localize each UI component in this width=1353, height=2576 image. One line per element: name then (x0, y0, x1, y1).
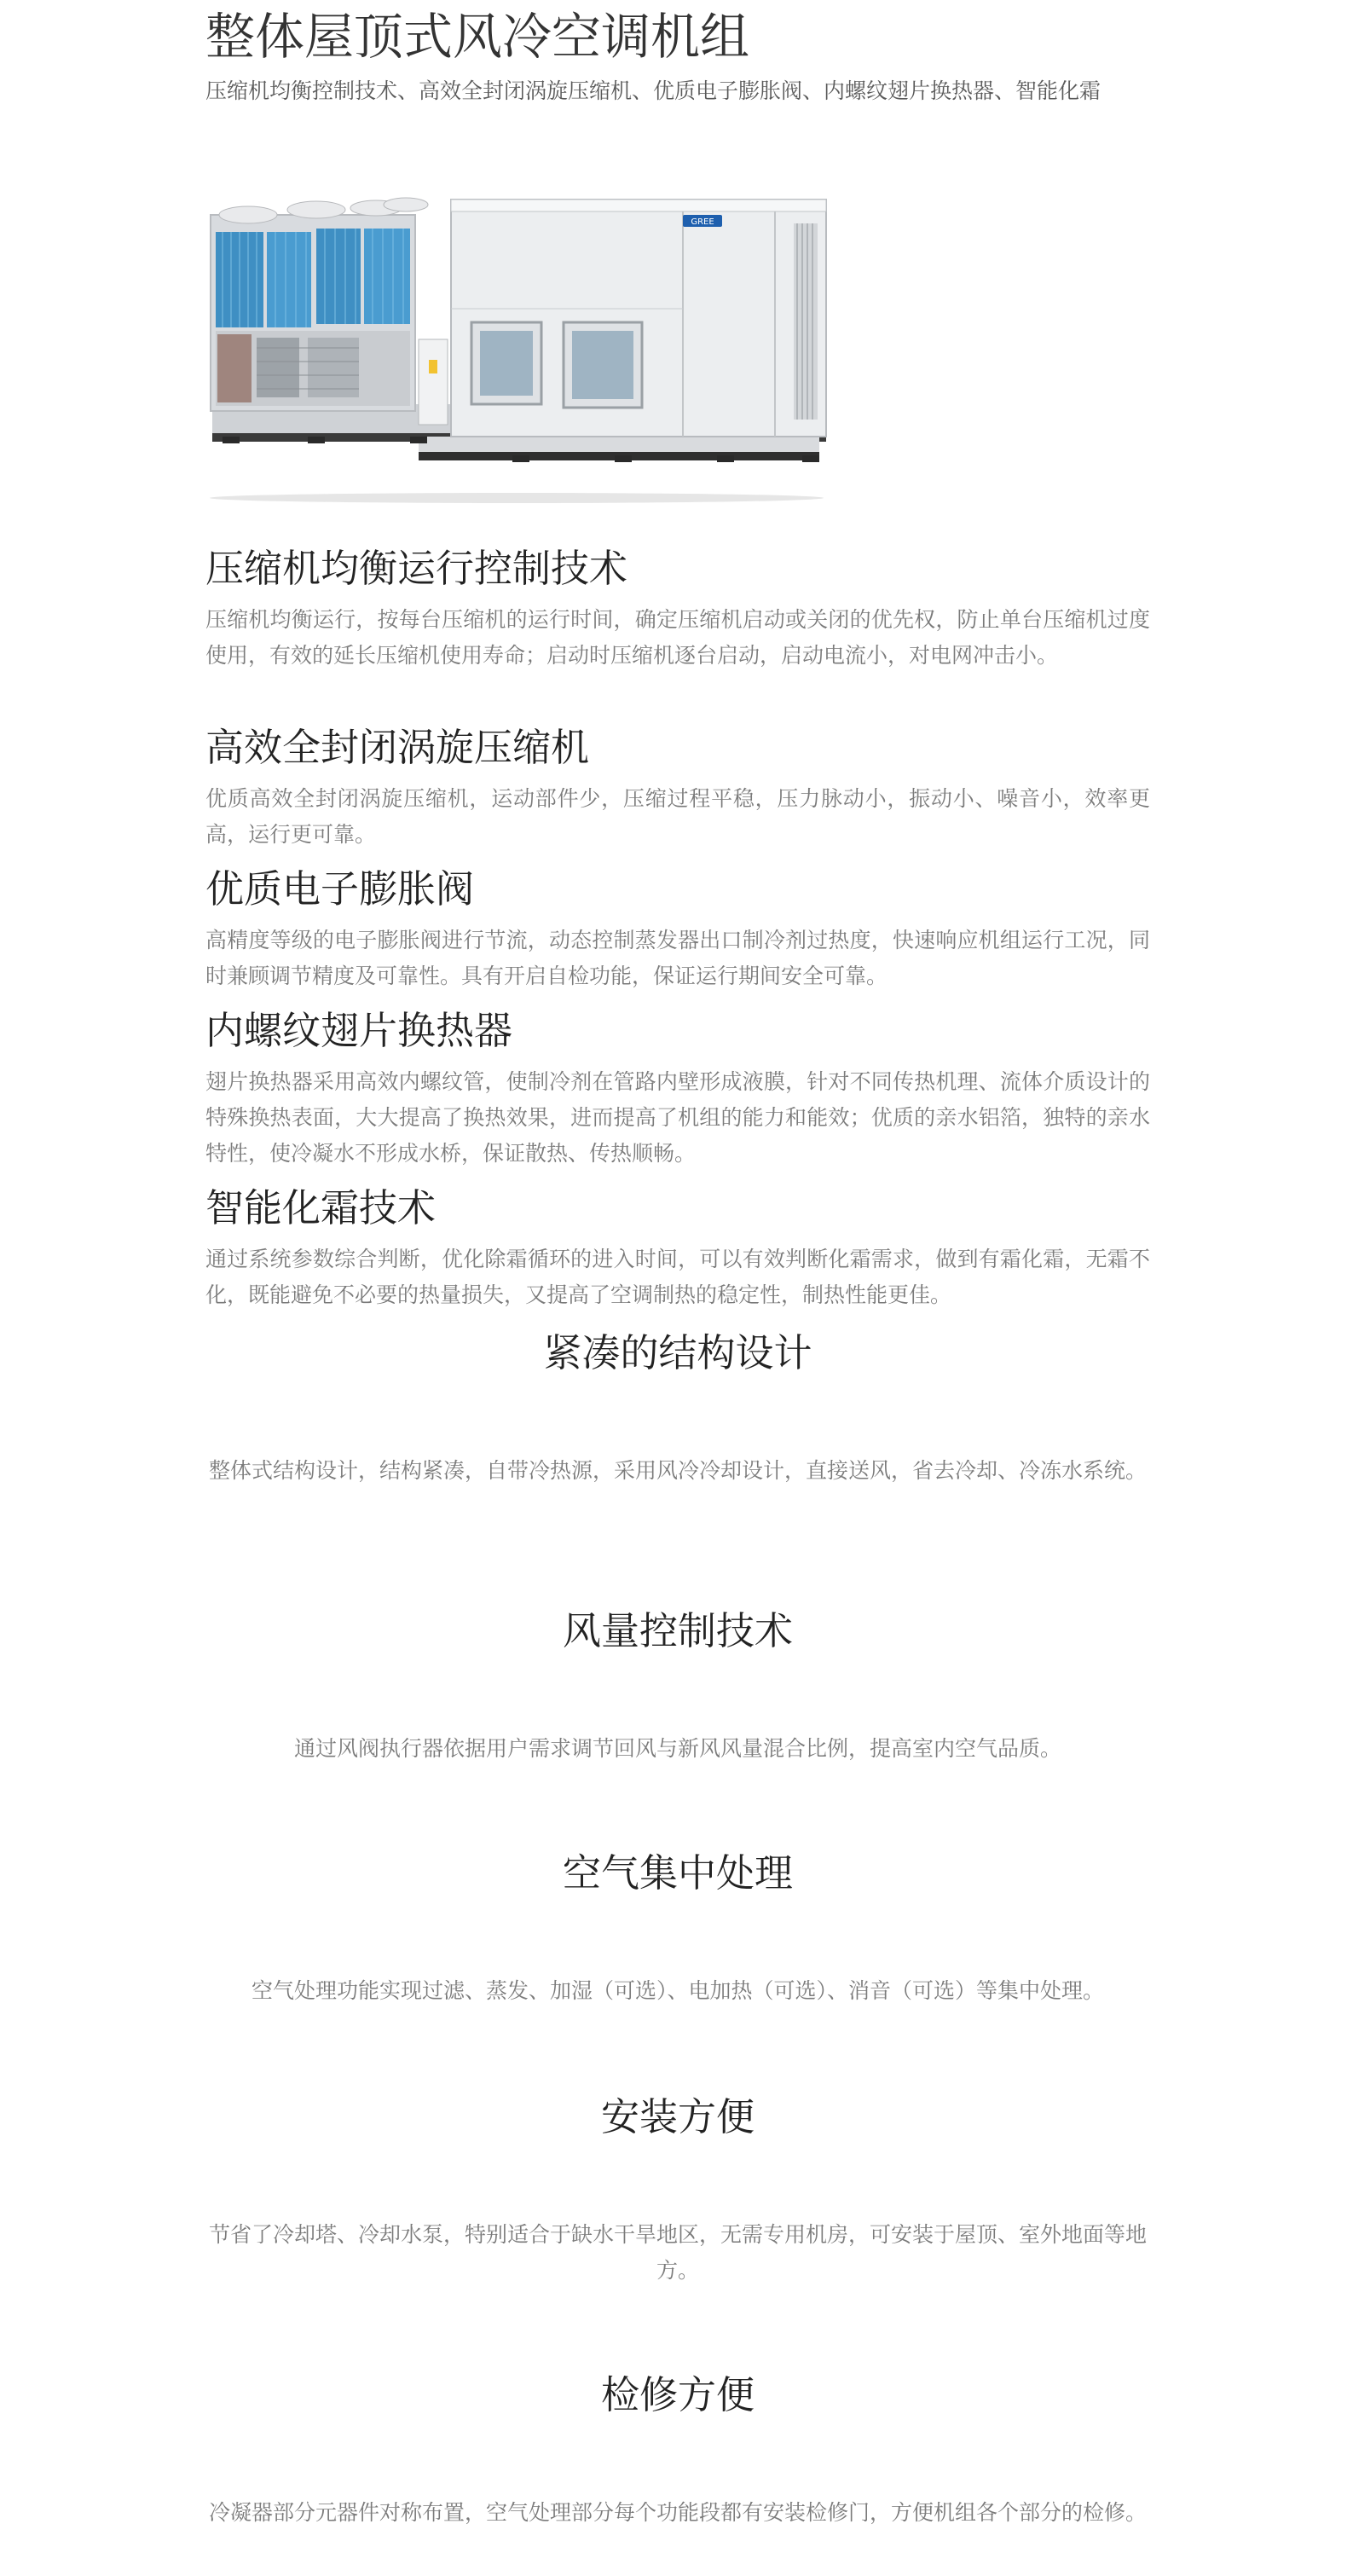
brand-logo: GREE (691, 217, 714, 227)
feature-title: 内螺纹翅片换热器 (205, 1008, 513, 1053)
page-title: 整体屋顶式风冷空调机组 (205, 8, 750, 66)
section-title: 风量控制技术 (562, 1608, 793, 1653)
section-easy-maintenance (205, 2372, 1150, 2525)
section-text: 冷凝器部分元器件对称布置，空气处理部分每个功能段都有安装检修门，方便机组各个部分的检修。 (208, 2500, 1147, 2525)
rooftop-unit-image (205, 181, 828, 505)
feature-compressor-balance (205, 546, 1150, 674)
feature-title: 高效全封闭涡旋压缩机 (205, 725, 590, 770)
feature-heat-exchanger (205, 1008, 1150, 1172)
page-subtitle: 压缩机均衡控制技术、高效全封闭涡旋压缩机、优质电子膨胀阀、内螺纹翅片换热器、智能化霜 (205, 78, 1101, 103)
feature-smart-defrost (205, 1185, 1150, 1313)
section-compact-design (205, 1330, 1150, 1483)
section-text: 节省了冷却塔、冷却水泵，特别适合于缺水干旱地区，无需专用机房，可安装于屋顶、室外地面等地方。 (208, 2222, 1147, 2283)
section-easy-install (205, 2094, 1150, 2283)
feature-title: 压缩机均衡运行控制技术 (205, 546, 628, 591)
feature-text: 高精度等级的电子膨胀阀进行节流，动态控制蒸发器出口制冷剂过热度，快速响应机组运行工况，同时兼顾调节精度及可靠性。具有开启自检功能，保证运行期间安全可靠。 (205, 928, 1150, 988)
section-title: 安装方便 (600, 2094, 755, 2139)
section-airflow-control (205, 1608, 1150, 1761)
feature-title: 智能化霜技术 (205, 1185, 437, 1230)
feature-text: 通过系统参数综合判断，优化除霜循环的进入时间，可以有效判断化霜需求，做到有霜化霜，无霜不化，既能避免不必要的热量损失，又提高了空调制热的稳定性，制热性能更佳。 (205, 1247, 1150, 1307)
feature-title: 优质电子膨胀阀 (205, 866, 475, 912)
section-text: 通过风阀执行器依据用户需求调节回风与新风风量混合比例，提高室内空气品质。 (293, 1736, 1061, 1761)
feature-text: 优质高效全封闭涡旋压缩机，运动部件少，压缩过程平稳，压力脉动小，振动小、噪音小，效率更高，运行更可靠。 (205, 786, 1150, 847)
feature-text: 压缩机均衡运行，按每台压缩机的运行时间，确定压缩机启动或关闭的优先权，防止单台压缩机过度使用，有效的延长压缩机使用寿命；启动时压缩机逐台启动，启动电流小，对电网冲击小。 (205, 607, 1150, 668)
section-text: 整体式结构设计，结构紧凑，自带冷热源，采用风冷冷却设计，直接送风，省去冷却、冷冻水系统。 (208, 1458, 1147, 1483)
section-title: 紧凑的结构设计 (543, 1330, 812, 1375)
section-title: 检修方便 (600, 2372, 755, 2417)
section-title: 空气集中处理 (562, 1850, 793, 1896)
feature-expansion-valve (205, 866, 1150, 994)
section-text: 空气处理功能实现过滤、蒸发、加湿（可选）、电加热（可选）、消音（可选）等集中处理。 (251, 1978, 1104, 2003)
feature-scroll-compressor (205, 725, 1150, 853)
section-air-processing (205, 1850, 1150, 2003)
feature-text: 翅片换热器采用高效内螺纹管，使制冷剂在管路内壁形成液膜，针对不同传热机理、流体介质设计的特殊换热表面，大大提高了换热效果，进而提高了机组的能力和能效；优质的亲水铝箔，独特的亲水特性，使冷凝水不形成水桥，保证散热、传热顺畅。 (205, 1069, 1150, 1166)
